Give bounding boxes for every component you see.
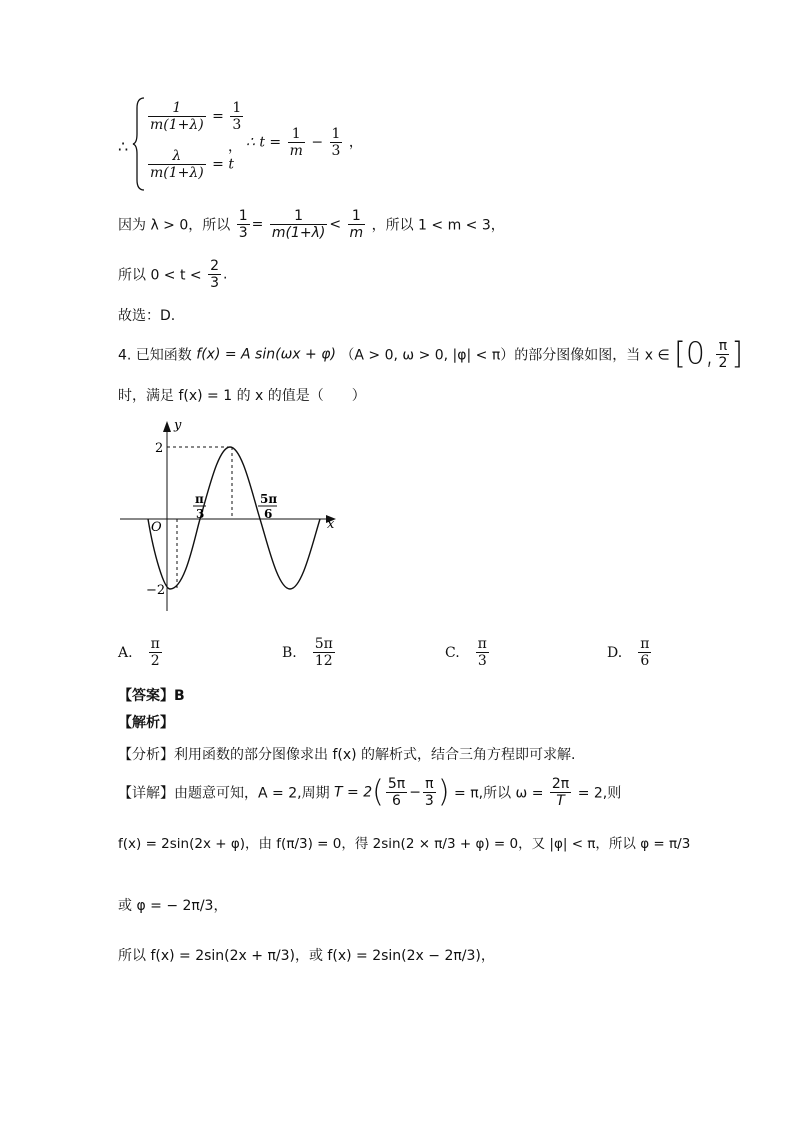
q4-stem-line2: 时，满足 f(x) = 1 的 x 的值是（ ） (118, 388, 366, 404)
option-c[interactable]: C. $\frac{\pi}{3}$ (445, 636, 487, 669)
t-expression: ∴ t = $\frac{1}{m}$ − $\frac{1}{3}$ ， (246, 126, 363, 159)
analysis-summary: 【分析】利用函数的部分图像求出 f(x) 的解析式，结合三角方程即可求解. (118, 747, 576, 763)
line-t-range: 所以 0 < t < $\frac{2}{3}$ . (118, 258, 228, 291)
y-min-label: −2 (146, 583, 166, 598)
y-axis-label: y (174, 418, 182, 433)
q4-stem-line1: 4. 已知函数 f(x) = A sin(ωx + φ) （A > 0, ω > 0, |φ| < π）的部分图像如图，当 x ∈ [0, $\frac{\pi}{2}$ ] (118, 336, 744, 372)
y-max-label: 2 (155, 441, 164, 456)
tick-pi-3-num: π (195, 492, 204, 506)
line-lambda-condition: 因为 λ > 0，所以 $\frac{1}{3}$ = $\frac{1}{m(1+\lambda)}$ < $\frac{1}{m}$ ，所以 1 < m < 3， (118, 208, 505, 241)
detail-line-1: 【详解】由题意可知，A = 2,周期 T = 2( $\frac{5\pi}{6}$ − $\frac{\pi}{3}$ ) = π,所以 ω = $\frac{2\pi}{T}$ = 2,则 (118, 774, 622, 810)
origin-label: O (151, 520, 162, 535)
detail-line-3: 或 φ = − 2π/3， (118, 898, 228, 914)
analysis-title: 【解析】 (118, 715, 174, 731)
tick-5pi-6-den: 6 (264, 507, 273, 521)
tick-5pi-6-num: 5π (260, 492, 278, 506)
therefore-symbol: ∴ (118, 137, 129, 156)
sine-graph (110, 415, 350, 615)
x-axis-label: x (327, 517, 335, 532)
y-axis-arrow (163, 421, 171, 432)
answer-line-d: 故选：D. (118, 308, 176, 324)
sine-curve (148, 447, 320, 589)
option-d[interactable]: D. $\frac{\pi}{6}$ (607, 636, 650, 669)
detail-line-2: f(x) = 2sin(2x + φ)，由 f(π/3) = 0，得 2sin(2 × π/3 + φ) = 0，又 |φ| < π，所以 φ = π/3 (118, 836, 691, 852)
answer-label: 【答案】B (118, 688, 185, 704)
option-a[interactable]: A. $\frac{\pi}{2}$ (118, 636, 160, 669)
system-row-1: $\frac{1}{m(1+\lambda)}$ = $\frac{1}{3}$ (150, 100, 242, 133)
system-comma: ， (228, 139, 242, 155)
system-row-2: $\frac{\lambda}{m(1+\lambda)}$ = t (150, 148, 234, 181)
option-b[interactable]: B. $\frac{5\pi}{12}$ (282, 636, 333, 669)
detail-line-4: 所以 f(x) = 2sin(2x + π/3)，或 f(x) = 2sin(2x − 2π/3)， (118, 948, 495, 964)
left-brace (132, 96, 146, 192)
tick-pi-3-den: 3 (196, 507, 205, 521)
